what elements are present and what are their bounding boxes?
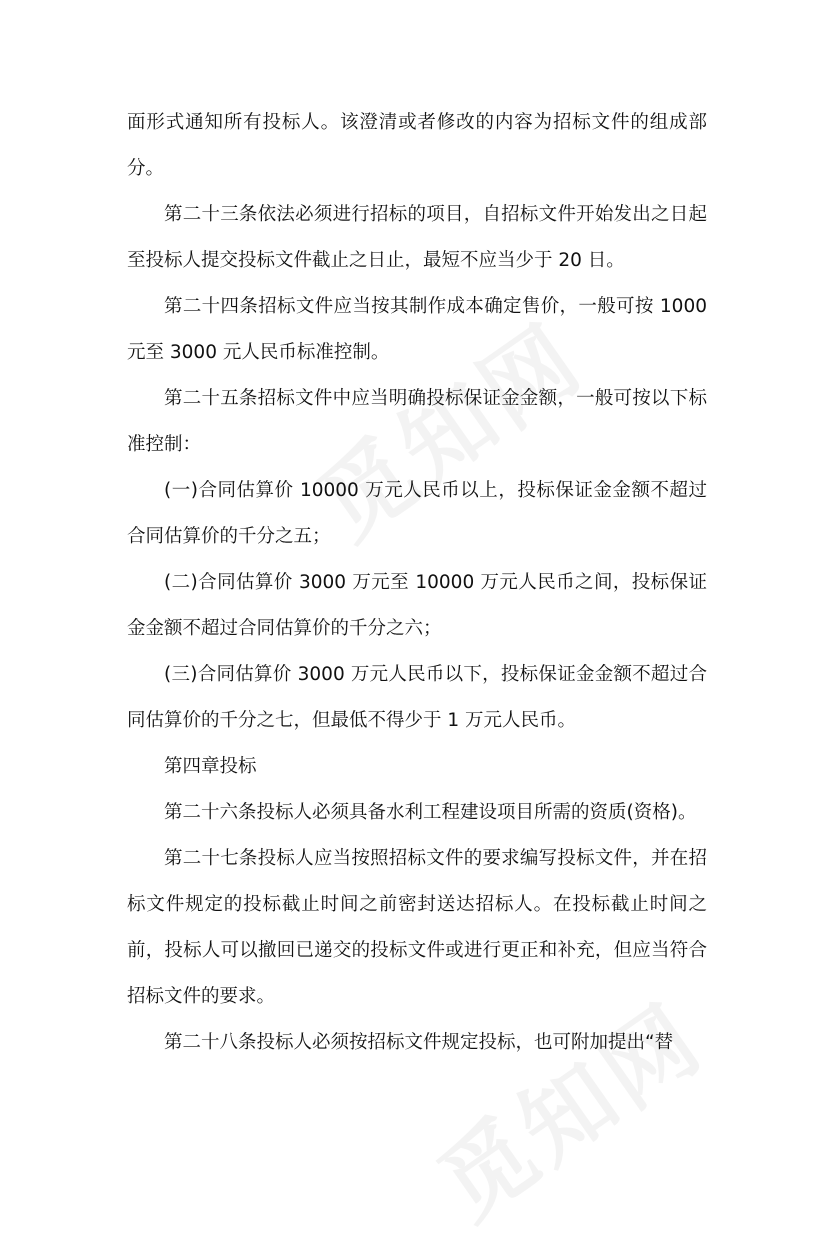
paragraph-continuation: 面形式通知所有投标人。该澄清或者修改的内容为招标文件的组成部分。 (127, 112, 707, 179)
article-27: 第二十七条投标人应当按照招标文件的要求编写投标文件，并在招标文件规定的投标截止时间之前密封送达招标人。在投标截止时间之前，投标人可以撤回已递交的投标文件或进行更正和补充，但应当符合招标文件的要求。 (127, 848, 707, 1007)
article-23: 第二十三条依法必须进行招标的项目，自招标文件开始发出之日起至投标人提交投标文件截止之日止，最短不应当少于 20 日。 (127, 204, 707, 271)
article-24: 第二十四条招标文件应当按其制作成本确定售价，一般可按 1000 元至 3000 元人民币标准控制。 (127, 296, 707, 363)
chapter-heading: 第四章投标 (164, 756, 257, 777)
article-26: 第二十六条投标人必须具备水利工程建设项目所需的资质(资格)。 (164, 802, 697, 823)
article-28: 第二十八条投标人必须按招标文件规定投标，也可附加提出“替 (164, 1032, 674, 1053)
document-body (127, 100, 707, 1066)
article-25-item-1: (一)合同估算价 10000 万元人民币以上，投标保证金金额不超过合同估算价的千分之五； (127, 480, 707, 547)
article-25: 第二十五条招标文件中应当明确投标保证金金额，一般可按以下标准控制： (127, 388, 707, 455)
article-25-item-2: (二)合同估算价 3000 万元至 10000 万元人民币之间，投标保证金金额不超过合同估算价的千分之六； (127, 572, 707, 639)
article-25-item-3: (三)合同估算价 3000 万元人民币以下，投标保证金金额不超过合同估算价的千分之七，但最低不得少于 1 万元人民币。 (127, 664, 707, 731)
